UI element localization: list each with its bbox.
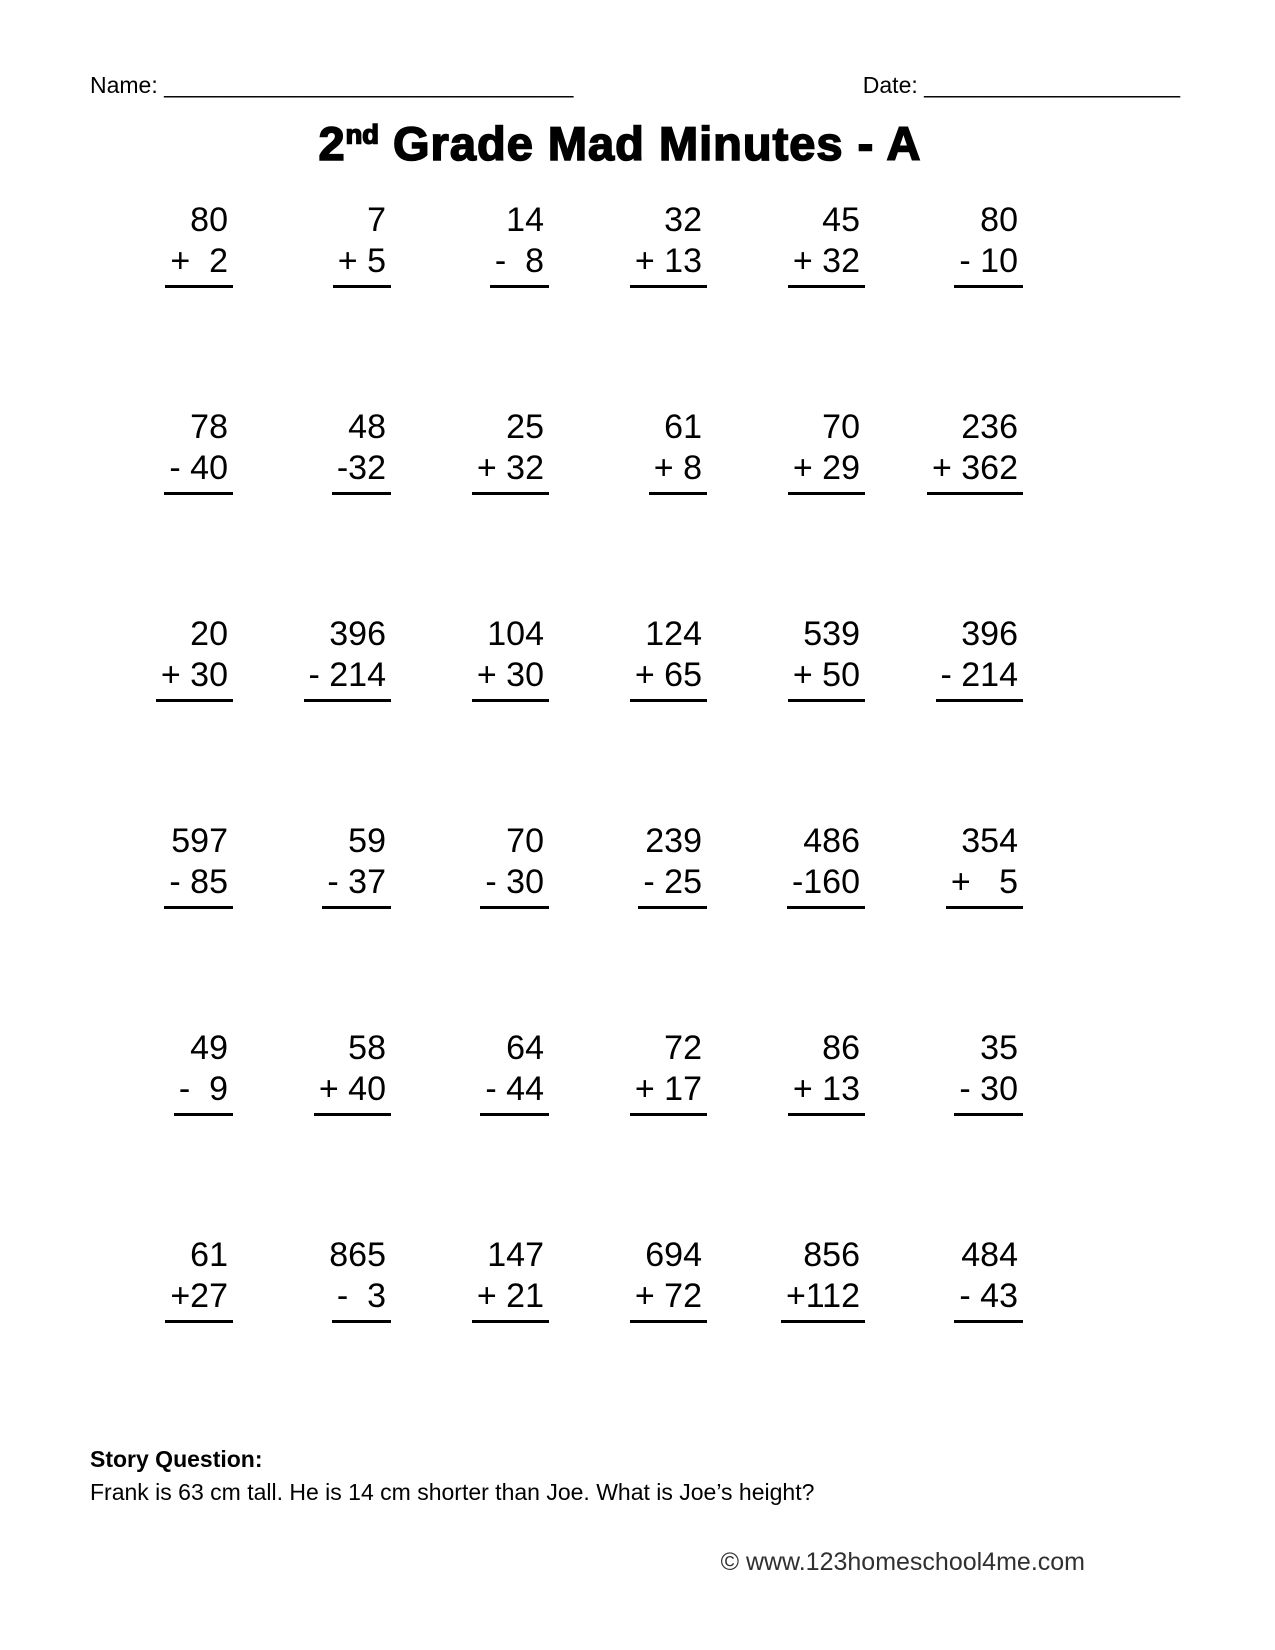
- problem-top-number: 486: [803, 822, 860, 860]
- problem-top-number: 236: [961, 408, 1018, 446]
- problem: [329, 1235, 391, 1323]
- problem-top-number: 20: [190, 615, 228, 653]
- problem-operator-line: + 5: [946, 862, 1023, 909]
- problem: [472, 614, 549, 702]
- problem: [788, 200, 865, 288]
- problem: [164, 821, 233, 909]
- copyright-footer: © www.123homeschool4me.com: [720, 1548, 1085, 1576]
- problem: [630, 1235, 707, 1323]
- problem-operator-line: + 30: [472, 655, 549, 702]
- problem-operator-line: - 37: [322, 862, 391, 909]
- problem: [472, 1235, 549, 1323]
- problem-top-number: 856: [803, 1236, 860, 1274]
- problem-operator-line: - 43: [954, 1276, 1023, 1323]
- problem-top-number: 61: [664, 408, 702, 446]
- problem-operator-line: - 30: [954, 1069, 1023, 1116]
- problem-operator-line: - 214: [304, 655, 392, 702]
- problem: [649, 407, 707, 495]
- problem-top-number: 7: [367, 201, 386, 239]
- problem-operator-line: - 8: [490, 241, 549, 288]
- problem-top-number: 86: [822, 1029, 860, 1067]
- problem-operator-line: -32: [332, 448, 391, 495]
- page-title: [0, 116, 1240, 171]
- problem: [165, 1235, 233, 1323]
- problem-top-number: 80: [190, 201, 228, 239]
- problem-operator-line: +112: [781, 1276, 865, 1323]
- name-field: [90, 70, 573, 100]
- problem-top-number: 45: [822, 201, 860, 239]
- problem: [630, 1028, 707, 1116]
- title-text: Grade Mad Minutes - A: [378, 117, 922, 170]
- problem-operator-line: + 29: [788, 448, 865, 495]
- problem: [788, 614, 865, 702]
- story-question-section: [90, 1443, 814, 1509]
- problem-top-number: 32: [664, 201, 702, 239]
- problem-operator-line: +27: [165, 1276, 233, 1323]
- story-question-text: Frank is 63 cm tall. He is 14 cm shorter than Joe. What is Joe’s height?: [90, 1479, 815, 1505]
- problem-top-number: 865: [329, 1236, 386, 1274]
- problem-operator-line: + 50: [788, 655, 865, 702]
- problem: [788, 407, 865, 495]
- problem-operator-line: + 13: [630, 241, 707, 288]
- problem-top-number: 694: [645, 1236, 702, 1274]
- problem-top-number: 59: [348, 822, 386, 860]
- problem-operator-line: - 25: [638, 862, 707, 909]
- problem: [630, 200, 707, 288]
- problem: [927, 407, 1023, 495]
- problem: [314, 1028, 391, 1116]
- problem-top-number: 597: [171, 822, 228, 860]
- problem: [174, 1028, 233, 1116]
- problem-top-number: 396: [961, 615, 1018, 653]
- problem: [472, 407, 549, 495]
- problem: [781, 1235, 865, 1323]
- name-blank-line: ________________________________: [164, 72, 574, 98]
- problem-top-number: 70: [822, 408, 860, 446]
- problem-operator-line: + 5: [333, 241, 391, 288]
- title-grade-number: 2: [318, 117, 346, 170]
- problem-top-number: 147: [487, 1236, 544, 1274]
- problem: [490, 200, 549, 288]
- problem-top-number: 539: [803, 615, 860, 653]
- problem: [322, 821, 391, 909]
- problem-operator-line: + 17: [630, 1069, 707, 1116]
- problem-top-number: 72: [664, 1029, 702, 1067]
- title-ordinal-suffix: nd: [345, 118, 379, 150]
- problem-operator-line: + 32: [472, 448, 549, 495]
- problem-operator-line: + 362: [927, 448, 1023, 495]
- problem-operator-line: + 8: [649, 448, 707, 495]
- problem-operator-line: - 85: [164, 862, 233, 909]
- date-label: Date:: [862, 72, 918, 98]
- problem-operator-line: + 72: [630, 1276, 707, 1323]
- problem-top-number: 396: [329, 615, 386, 653]
- problem-top-number: 354: [961, 822, 1018, 860]
- problem-operator-line: + 2: [165, 241, 233, 288]
- problem-operator-line: + 40: [314, 1069, 391, 1116]
- problem-top-number: 80: [980, 201, 1018, 239]
- problem: [164, 407, 233, 495]
- problem-operator-line: - 30: [480, 862, 549, 909]
- problem: [630, 614, 707, 702]
- problem-operator-line: - 10: [954, 241, 1023, 288]
- problem-top-number: 104: [487, 615, 544, 653]
- problem-top-number: 239: [645, 822, 702, 860]
- problem-operator-line: -160: [787, 862, 865, 909]
- problem-top-number: 61: [190, 1236, 228, 1274]
- name-label: Name:: [90, 72, 158, 98]
- problem-top-number: 35: [980, 1029, 1018, 1067]
- problem: [165, 200, 233, 288]
- problem-operator-line: + 32: [788, 241, 865, 288]
- problem-top-number: 124: [645, 615, 702, 653]
- problem-operator-line: + 65: [630, 655, 707, 702]
- problem-top-number: 14: [506, 201, 544, 239]
- date-blank-line: ____________________: [924, 72, 1180, 98]
- problem-top-number: 64: [506, 1029, 544, 1067]
- problem-top-number: 484: [961, 1236, 1018, 1274]
- problem: [332, 407, 391, 495]
- problem-top-number: 25: [506, 408, 544, 446]
- problem-top-number: 58: [348, 1029, 386, 1067]
- problems-grid: [75, 200, 1023, 1442]
- problem-operator-line: + 13: [788, 1069, 865, 1116]
- problem-operator-line: - 40: [164, 448, 233, 495]
- problem-top-number: 48: [348, 408, 386, 446]
- problem-operator-line: + 21: [472, 1276, 549, 1323]
- problem: [480, 821, 549, 909]
- problem-operator-line: + 30: [156, 655, 233, 702]
- header-row: [90, 70, 1180, 100]
- problem: [954, 200, 1023, 288]
- problem-operator-line: - 3: [332, 1276, 391, 1323]
- problem-operator-line: - 214: [936, 655, 1024, 702]
- problem: [787, 821, 865, 909]
- problem: [480, 1028, 549, 1116]
- problem: [954, 1235, 1023, 1323]
- problem: [788, 1028, 865, 1116]
- problem-top-number: 49: [190, 1029, 228, 1067]
- problem: [936, 614, 1024, 702]
- problem: [156, 614, 233, 702]
- problem-top-number: 78: [190, 408, 228, 446]
- problem: [638, 821, 707, 909]
- problem: [946, 821, 1023, 909]
- problem: [954, 1028, 1023, 1116]
- problem-operator-line: - 9: [174, 1069, 233, 1116]
- date-field: [863, 70, 1180, 100]
- problem-top-number: 70: [506, 822, 544, 860]
- problem: [304, 614, 392, 702]
- problem-operator-line: - 44: [480, 1069, 549, 1116]
- problem: [333, 200, 391, 288]
- story-question-label: Story Question:: [90, 1446, 263, 1472]
